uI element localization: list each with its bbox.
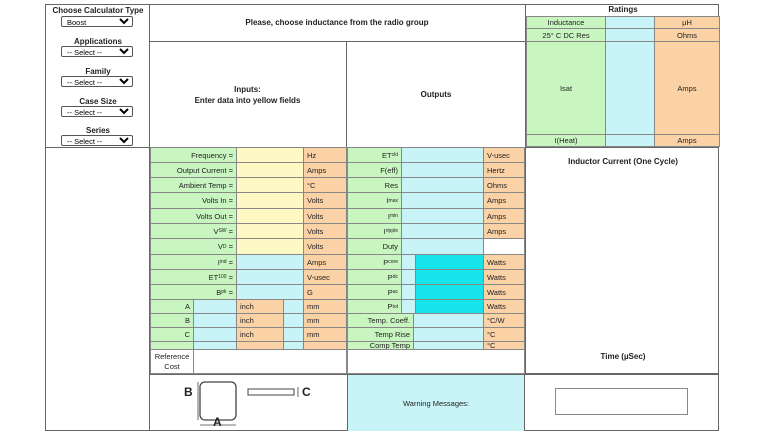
input-unit-vsw: Volts bbox=[303, 223, 347, 239]
ratings-iheat-label: I(Heat) bbox=[526, 134, 606, 147]
output-label-duty: Duty bbox=[347, 238, 402, 255]
output-unit-imin: Amps bbox=[483, 208, 525, 224]
applications-select[interactable] bbox=[61, 46, 133, 57]
input-label-frequency: Frequency = bbox=[150, 147, 237, 163]
imax-label-text: I bbox=[386, 196, 389, 205]
dim-a-label: A bbox=[150, 299, 194, 314]
ambient-temp-input[interactable] bbox=[236, 177, 304, 193]
ptot-value bbox=[415, 299, 484, 314]
bpk-label-suffix: = bbox=[226, 287, 233, 297]
input-label-output-current: Output Current = bbox=[150, 162, 237, 178]
pcore-value bbox=[415, 254, 484, 270]
input-label-iind bbox=[150, 254, 237, 270]
output-label-comp-temp: Comp Temp bbox=[347, 341, 414, 350]
vd-label-sub: D bbox=[222, 243, 227, 250]
reference-cost-text: Reference Cost bbox=[154, 351, 190, 371]
vd-label-text: V bbox=[217, 242, 223, 251]
etckt-label-sub: ckt bbox=[391, 152, 398, 158]
res-value bbox=[401, 177, 484, 193]
iripple-value bbox=[401, 223, 484, 239]
output-unit-iripple: Amps bbox=[483, 223, 525, 239]
dim-c-label: C bbox=[150, 327, 194, 342]
etckt-label-text: ET bbox=[382, 150, 392, 160]
input-unit-frequency: Hz bbox=[303, 147, 347, 163]
temp-coeff-value bbox=[413, 313, 484, 328]
input-unit-vd: Volts bbox=[303, 238, 347, 255]
ratings-iheat-value bbox=[605, 134, 655, 147]
et100-label-suffix: = bbox=[226, 272, 233, 282]
inductor-side-view bbox=[248, 389, 294, 395]
imin-label-sub: min bbox=[389, 213, 398, 219]
inputs-header bbox=[149, 42, 347, 147]
outputs-header bbox=[347, 42, 525, 147]
output-unit-comp-temp: °C bbox=[483, 341, 525, 350]
output-label-temp-rise: Temp Rise bbox=[347, 327, 414, 342]
pac-label-sub: ac bbox=[392, 289, 398, 295]
pac-label-text: P bbox=[387, 287, 393, 297]
dim-b-diagram-label: B bbox=[184, 385, 193, 399]
pac-value-left bbox=[401, 284, 416, 300]
output-label-pdc bbox=[347, 269, 402, 285]
warning-label: Warning Messages: bbox=[403, 398, 469, 408]
imax-value bbox=[401, 192, 484, 209]
vsw-input[interactable] bbox=[236, 223, 304, 239]
dim-c-diagram-label: C bbox=[302, 385, 311, 399]
outputs-empty-bottom bbox=[347, 349, 525, 374]
dim-a-inch-unit: inch bbox=[236, 299, 284, 314]
pac-value bbox=[415, 284, 484, 300]
ratings-panel bbox=[525, 4, 719, 147]
inductor-diagram-svg bbox=[150, 375, 347, 431]
imin-label-text: I bbox=[387, 211, 390, 221]
et100-value bbox=[236, 269, 304, 285]
output-label-imin bbox=[347, 208, 402, 224]
case-size-select[interactable] bbox=[61, 106, 133, 117]
dim-c-inch-value bbox=[193, 327, 237, 342]
dim-a-mm-value bbox=[283, 299, 304, 314]
output-label-ptot bbox=[347, 299, 402, 314]
input-label-et100 bbox=[150, 269, 237, 285]
pdc-value bbox=[415, 269, 484, 285]
ratings-dcres-value bbox=[605, 28, 655, 42]
input-unit-bpk: G bbox=[303, 284, 347, 300]
et100-label-sub: 100 bbox=[218, 274, 227, 280]
input-unit-iind: Amps bbox=[303, 254, 347, 270]
calc-type-select[interactable] bbox=[61, 16, 133, 27]
output-unit-pcore: Watts bbox=[483, 254, 525, 270]
calc-type-label: Choose Calculator Type bbox=[52, 6, 144, 15]
ratings-title: Ratings bbox=[608, 5, 638, 14]
temp-rise-value bbox=[413, 327, 484, 342]
output-current-input[interactable] bbox=[236, 162, 304, 178]
family-select[interactable] bbox=[61, 76, 133, 87]
graph-area bbox=[525, 147, 719, 374]
series-select[interactable] bbox=[61, 135, 133, 146]
iind-label-text: I bbox=[217, 257, 220, 267]
bpk-value bbox=[236, 284, 304, 300]
inputs-title: Inputs: bbox=[234, 84, 261, 94]
input-label-vd bbox=[150, 238, 237, 255]
input-label-volts-out: Volts Out = bbox=[150, 208, 237, 224]
output-unit-etckt: V-usec bbox=[483, 147, 525, 163]
input-unit-et100: V-usec bbox=[303, 269, 347, 285]
output-label-pcore bbox=[347, 254, 402, 270]
vsw-label-sub: SW bbox=[218, 228, 227, 234]
ptot-value-left bbox=[401, 299, 416, 314]
vsw-label-text: V bbox=[213, 226, 219, 236]
output-label-feff: F(eff) bbox=[347, 162, 402, 178]
dim-a-inch-value bbox=[193, 299, 237, 314]
feff-value bbox=[401, 162, 484, 178]
input-label-vsw bbox=[150, 223, 237, 239]
input-label-volts-in: Volts In = bbox=[150, 192, 237, 209]
et100-label-text: ET bbox=[208, 272, 219, 282]
output-unit-pdc: Watts bbox=[483, 269, 525, 285]
outputs-title: Outputs bbox=[420, 90, 452, 99]
output-label-res: Res bbox=[347, 177, 402, 193]
volts-in-input[interactable] bbox=[236, 192, 304, 209]
input-label-ambient-temp: Ambient Temp = bbox=[150, 177, 237, 193]
iripple-label-text: I bbox=[383, 226, 386, 236]
notes-textarea[interactable] bbox=[555, 388, 688, 415]
output-unit-temp-coeff: °C/W bbox=[483, 313, 525, 328]
pcore-label-text: P bbox=[383, 257, 389, 267]
ratings-dcres-label: 25° C DC Res bbox=[526, 28, 606, 42]
output-label-temp-coeff: Temp. Coeff. bbox=[347, 313, 414, 328]
reference-cost-value[interactable] bbox=[193, 349, 347, 374]
ptot-label-text: P bbox=[387, 302, 393, 311]
etckt-value bbox=[401, 147, 484, 163]
series-label: Series bbox=[85, 126, 111, 135]
dim-c-mm-value bbox=[283, 327, 304, 342]
vd-label-suffix: = bbox=[226, 242, 233, 251]
output-label-imax bbox=[347, 192, 402, 209]
dim-c-inch-unit: inch bbox=[236, 327, 284, 342]
graph-title: Inductor Current (One Cycle) bbox=[568, 157, 678, 166]
output-unit-ptot: Watts bbox=[483, 299, 525, 314]
ratings-dcres-unit: Ohms bbox=[654, 28, 720, 42]
case-size-label: Case Size bbox=[79, 97, 117, 106]
bpk-label-sub: pk bbox=[221, 289, 227, 295]
output-unit-feff: Hertz bbox=[483, 162, 525, 178]
input-unit-volts-out: Volts bbox=[303, 208, 347, 224]
pcore-value-left bbox=[401, 254, 416, 270]
pdc-label-sub: dc bbox=[392, 274, 398, 280]
component-diagram bbox=[150, 375, 347, 431]
bpk-label-text: B bbox=[216, 287, 222, 297]
input-unit-output-current: Amps bbox=[303, 162, 347, 178]
dim-b-mm-unit: mm bbox=[303, 313, 347, 328]
output-unit-pac: Watts bbox=[483, 284, 525, 300]
dim-c-mm-unit: mm bbox=[303, 327, 347, 342]
family-label: Family bbox=[85, 67, 111, 76]
ratings-iheat-unit: Amps bbox=[654, 134, 720, 147]
input-unit-ambient-temp: °C bbox=[303, 177, 347, 193]
warning-box bbox=[347, 375, 525, 431]
ratings-isat-unit: Amps bbox=[654, 41, 720, 135]
frequency-input[interactable] bbox=[236, 147, 304, 163]
volts-out-input[interactable] bbox=[236, 208, 304, 224]
dim-b-inch-unit: inch bbox=[236, 313, 284, 328]
reference-cost-label bbox=[150, 349, 194, 374]
iind-label-suffix: = bbox=[226, 257, 233, 267]
imin-value bbox=[401, 208, 484, 224]
input-label-bpk bbox=[150, 284, 237, 300]
pdc-label-text: P bbox=[387, 272, 393, 282]
pcore-label-sub: core bbox=[388, 259, 398, 265]
iind-value bbox=[236, 254, 304, 270]
ptot-label-sub: tot bbox=[392, 303, 398, 310]
vd-input[interactable] bbox=[236, 238, 304, 255]
ratings-inductance-label: Inductance bbox=[526, 16, 606, 29]
ratings-isat-value[interactable] bbox=[605, 41, 655, 135]
iripple-label-sub: ripple bbox=[385, 228, 398, 234]
dim-a-diagram-label: A bbox=[213, 415, 222, 429]
output-unit-imax: Amps bbox=[483, 192, 525, 209]
output-unit-temp-rise: °C bbox=[483, 327, 525, 342]
dim-a-mm-unit: mm bbox=[303, 299, 347, 314]
output-label-etckt bbox=[347, 147, 402, 163]
ratings-isat-label: Isat bbox=[526, 41, 606, 135]
vsw-label-suffix: = bbox=[226, 226, 233, 236]
dim-b-label: B bbox=[150, 313, 194, 328]
dim-b-inch-value bbox=[193, 313, 237, 328]
output-label-iripple bbox=[347, 223, 402, 239]
duty-value bbox=[401, 238, 484, 255]
inputs-subtitle: Enter data into yellow fields bbox=[194, 95, 301, 105]
input-unit-volts-in: Volts bbox=[303, 192, 347, 209]
output-unit-duty bbox=[483, 238, 525, 255]
ratings-inductance-unit: µH bbox=[654, 16, 720, 29]
instruction-box bbox=[149, 4, 525, 42]
applications-label: Applications bbox=[73, 37, 122, 46]
pdc-value-left bbox=[401, 269, 416, 285]
output-label-pac bbox=[347, 284, 402, 300]
iind-label-sub: ind bbox=[219, 259, 227, 265]
graph-xlabel: Time (µSec) bbox=[600, 352, 646, 361]
instruction-text: Please, choose inductance from the radio group bbox=[245, 18, 429, 27]
imax-label-sub: max bbox=[388, 197, 398, 204]
output-unit-res: Ohms bbox=[483, 177, 525, 193]
dim-b-mm-value bbox=[283, 313, 304, 328]
